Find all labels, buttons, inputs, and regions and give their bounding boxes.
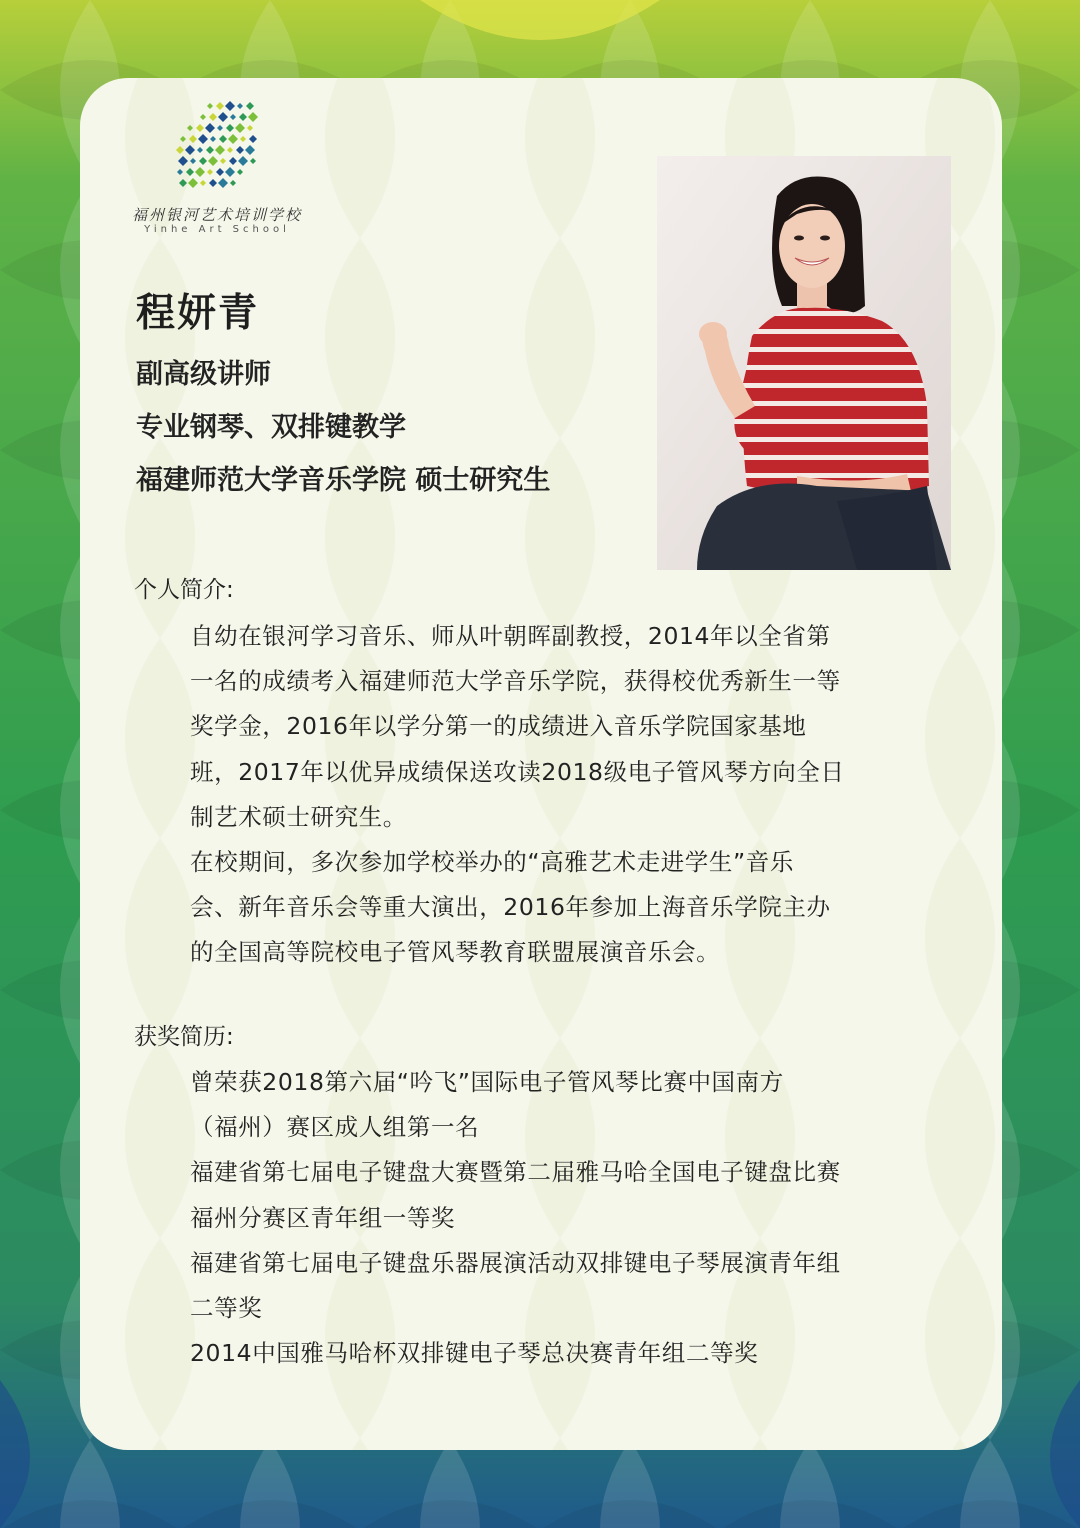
- logo-diamond: [186, 168, 194, 176]
- award-item-line: 2014中国雅马哈杯双排键电子琴总决赛青年组二等奖: [190, 1339, 759, 1368]
- award-item-line: 福建省第七届电子键盘乐器展演活动双排键电子琴展演青年组: [190, 1248, 841, 1277]
- logo-diamond: [189, 135, 197, 143]
- intro-section-title: 个人简介:: [134, 577, 234, 603]
- award-item-line: 福建省第七届电子键盘大赛暨第二届雅马哈全国电子键盘比赛: [190, 1158, 841, 1187]
- intro-paragraph-line: 奖学金，2016年以学分第一的成绩进入音乐学院国家基地: [190, 712, 807, 741]
- logo-diamond: [179, 179, 187, 187]
- intro-paragraph-line: 在校期间，多次参加学校举办的“高雅艺术走进学生”音乐: [190, 848, 794, 876]
- award-item-line: （福州）赛区成人组第一名: [190, 1113, 480, 1142]
- logo-diamond: [209, 113, 217, 121]
- teacher-title: 副高级讲师: [136, 359, 271, 390]
- logo-diamond: [188, 178, 198, 188]
- logo-diamond: [176, 146, 184, 154]
- awards-section-title: 获奖简历:: [134, 1024, 234, 1050]
- award-item-line: 曾荣获2018第六届“吟飞”国际电子管风琴比赛中国南方: [190, 1068, 784, 1096]
- logo-diamond: [207, 103, 213, 109]
- logo-diamond: [225, 167, 235, 177]
- logo-diamond: [220, 158, 226, 164]
- intro-paragraph-line: 自幼在银河学习音乐、师从叶朝晖副教授，2014年以全省第: [190, 622, 831, 650]
- logo-diamond: [226, 124, 234, 132]
- logo-diamond: [198, 134, 208, 144]
- logo-diamond: [245, 145, 255, 155]
- teacher-name: 程妍青: [136, 291, 260, 336]
- logo-diamond: [237, 103, 243, 109]
- logo-diamond: [216, 102, 224, 110]
- logo-diamond: [205, 123, 215, 133]
- teacher-education: 福建师范大学音乐学院 硕士研究生: [136, 465, 551, 496]
- logo-diamond: [236, 146, 244, 154]
- logo-diamond: [227, 147, 233, 153]
- award-item-line: 二等奖: [190, 1294, 263, 1322]
- logo-diamond: [190, 158, 196, 164]
- logo-diamond: [185, 145, 195, 155]
- logo-diamond: [178, 156, 188, 166]
- school-logo: [112, 100, 322, 240]
- logo-diamond: [248, 112, 258, 122]
- logo-diamond: [237, 169, 243, 175]
- intro-paragraph-line: 班，2017年以优异成绩保送攻读2018级电子管风琴方向全日: [190, 757, 845, 786]
- logo-diamond-grid-icon: [172, 100, 262, 195]
- logo-diamond: [215, 145, 225, 155]
- logo-diamond: [200, 114, 206, 120]
- logo-diamond: [200, 180, 206, 186]
- logo-diamond: [235, 123, 245, 133]
- logo-chinese-name: 福州银河艺术培训学校: [131, 206, 302, 224]
- logo-diamond: [225, 101, 235, 111]
- intro-paragraph-line: 一名的成绩考入福建师范大学音乐学院，获得校优秀新生一等: [190, 667, 841, 696]
- logo-diamond: [216, 168, 224, 176]
- logo-diamond: [187, 125, 193, 131]
- logo-diamond: [210, 136, 216, 142]
- intro-paragraph-line: 制艺术硕士研究生。: [190, 802, 407, 831]
- logo-diamond: [197, 147, 203, 153]
- logo-diamond: [246, 102, 254, 110]
- logo-diamond: [218, 178, 228, 188]
- teacher-photo: [657, 156, 951, 570]
- logo-diamond: [196, 124, 204, 132]
- logo-diamond: [209, 179, 217, 187]
- logo-diamond: [249, 135, 257, 143]
- logo-diamond: [250, 158, 256, 164]
- logo-diamond: [180, 136, 186, 142]
- award-item-line: 福州分赛区青年组一等奖: [190, 1203, 456, 1232]
- logo-diamond: [195, 167, 205, 177]
- logo-diamond: [247, 125, 253, 131]
- logo-diamond: [218, 112, 228, 122]
- logo-diamond: [230, 180, 236, 186]
- logo-diamond: [208, 156, 218, 166]
- logo-diamond: [177, 169, 183, 175]
- logo-diamond: [228, 134, 238, 144]
- logo-diamond: [199, 157, 207, 165]
- intro-paragraph-line: 的全国高等院校电子管风琴教育联盟展演音乐会。: [190, 938, 721, 967]
- logo-english-name: Yinhe Art School: [144, 224, 290, 235]
- teacher-specialty: 专业钢琴、双排键教学: [136, 412, 406, 443]
- logo-diamond: [206, 146, 214, 154]
- logo-diamond: [217, 125, 223, 131]
- logo-diamond: [230, 114, 236, 120]
- logo-diamond: [229, 157, 237, 165]
- logo-diamond: [219, 135, 227, 143]
- logo-diamond: [238, 156, 248, 166]
- intro-paragraph-line: 会、新年音乐会等重大演出，2016年参加上海音乐学院主办: [190, 893, 831, 922]
- logo-diamond: [239, 113, 247, 121]
- logo-diamond: [207, 169, 213, 175]
- logo-diamond: [240, 136, 246, 142]
